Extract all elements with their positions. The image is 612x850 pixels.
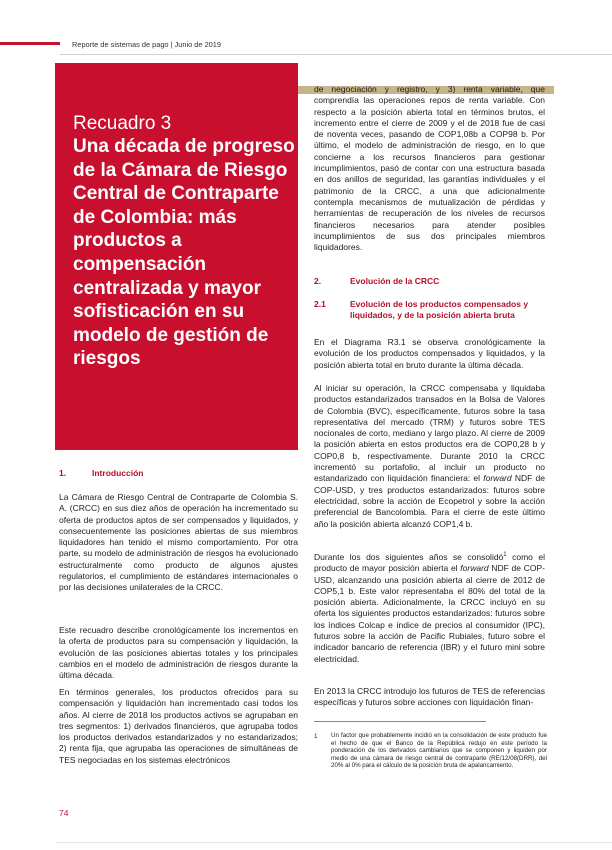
box-title: Una década de progreso de la Cámara de Riesgo Central de Contraparte de Colombia: más productos a compensación centralizada y mayor sofisticación en su modelo de gestión de riesgos	[73, 136, 295, 370]
section-number: 2.	[314, 276, 322, 286]
header-accent-bar	[0, 42, 60, 45]
bottom-divider	[55, 842, 612, 843]
section-title: Evolución de los productos compensados y liquidados, y de la posición abierta bruta	[350, 299, 529, 321]
section-title: Introducción	[92, 468, 144, 478]
paragraph-2013: En 2013 la CRCC introdujo los futuros de TES de referencias específicas y futuros sobre acciones con liquidación finan-	[314, 686, 545, 708]
section-number: 1.	[59, 468, 67, 478]
italic-term: forward	[460, 563, 489, 574]
paragraph-intro-1: La Cámara de Riesgo Central de Contraparte de Colombia S. A. (CRCC) en sus diez años de operación ha incrementado su oferta de productos aptos de ser compensados y liquidados, y consecuentemente las posiciones abiertas de sus miembros liquidadores han tenido el mismo comportamiento. Por otra parte, su modelo de administración de riesgos ha evolucionado estructuralmente como producto de algunos ajustes regulatorios, el cumplimiento de estándares internacionales o por las decisiones unilaterales de la CRCC.	[59, 492, 298, 593]
paragraph-consolidation: Durante los dos siguientes años se consolidó$^1$ como el producto de mayor posición abierta el forward NDF de COP-USD, alcanzando una posición abierta al cierre de 2012 de COP5,1 b. Este valor representaba el 80% del total de la posición abierta. Adicionalmente, la CRCC incluyó en su oferta los siguientes productos estandarizados: futuros sobre los índices Colcap e índice de precios al consumidor (IPC), futuros sobre la acción de Pacific Rubiales, futuro sobre el indicador bancario de referencia (IBR) y el futuro mini sobre electricidad.	[314, 552, 546, 664]
footnote-divider	[314, 721, 486, 722]
running-header: Reporte de sistemas de pago | Junio de 2019	[72, 40, 222, 49]
page-number: 74	[59, 808, 69, 818]
footnote-text: Un factor que probablemente incidió en la consolidación de este producto fue el hecho de que el Banco de la República redujo en este período la ponderación de los derivados cambiarios que se componen y liquiden por medio de una cámara de riesgo central de contraparte (RE/12/08(DRR), del 20% al 0% para el cálculo de la posición bruta de apalancamiento.	[331, 732, 547, 769]
paragraph-intro-2: Este recuadro describe cronológicamente los incrementos en la oferta de productos para su compensación y liquidación, la evolución de las posiciones abiertas totales y los principales cambios en el modelo de administración de riesgos durante la última década.	[59, 625, 298, 681]
footnote-marker: 1	[503, 552, 507, 559]
footnote-number: 1	[314, 733, 318, 740]
paragraph-diagram-intro: En el Diagrama R3.1 se observa cronológicamente la evolución de los productos compensados y liquidados, y la posición abierta total en bruto durante la última década.	[314, 337, 545, 370]
section-number: 2.1	[314, 299, 326, 309]
paragraph-continued: de negociación y registro, y 3) renta variable, que comprendía las operaciones repos de renta variable. Con respecto a la posición abierta total en términos brutos, el incremento entre el cierre de 2009 y el de 2018 fue de casi de noventa veces, pasando de COP1,08b a COP98 b. Por último, el modelo de administración de riesgo, en lo que concierne a los recursos financieros para gestionar incumplimientos, pasó de contar con una estructura basada en dos anillos de seguridad, las garantías individuales y el patrimonio de la CRCC, a una que adicionalmente contempla mecanismos de mutualización de pérdidas y herramientas de recuperación de los niveles de recursos financieros necesarios para atender posibles incumplimientos de sus dos principales miembros liquidadores.	[314, 84, 545, 253]
paragraph-initial-operation: Al iniciar su operación, la CRCC compensaba y liquidaba productos estandarizados transados en la Bolsa de Valores de Colombia (BVC), específicamente, futuros sobre la tasa representativa del mercado (TRM) y futuros sobre TES nocionales de corto, mediano y largo plazo. Al cierre de 2009 la posición abierta en estos productos era de COP0,28 b y COP0,8 b, respectivamente. Durante 2010 la CRCC incrementó su portafolio, al incluir un producto no estandarizado con liquidación financiera: el forward NDF de COP-USD, y tres productos estandarizados: futuros sobre electricidad, sobre la acción de Ecopetrol y sobre la acción preferencial de Bancolombia. Para el cierre de este último año la posición abierta alcanzó COP1,4 b.	[314, 383, 545, 529]
italic-term: forward	[483, 473, 512, 484]
paragraph-intro-3: En términos generales, los productos ofrecidos para su compensación y liquidación han incrementado casi todos los años. Al cierre de 2018 los productos activos se agrupaban en tres segmentos: 1) derivados financieros, que agrupaba todos los productos derivados estandarizados y no estandarizados; 2) renta fija, que agrupaba las operaciones de simultáneas de TES negociadas en los sistemas electrónicos	[59, 687, 298, 765]
header-divider	[60, 54, 612, 55]
section-title: Evolución de la CRCC	[350, 276, 440, 286]
box-label: Recuadro 3	[73, 113, 172, 134]
